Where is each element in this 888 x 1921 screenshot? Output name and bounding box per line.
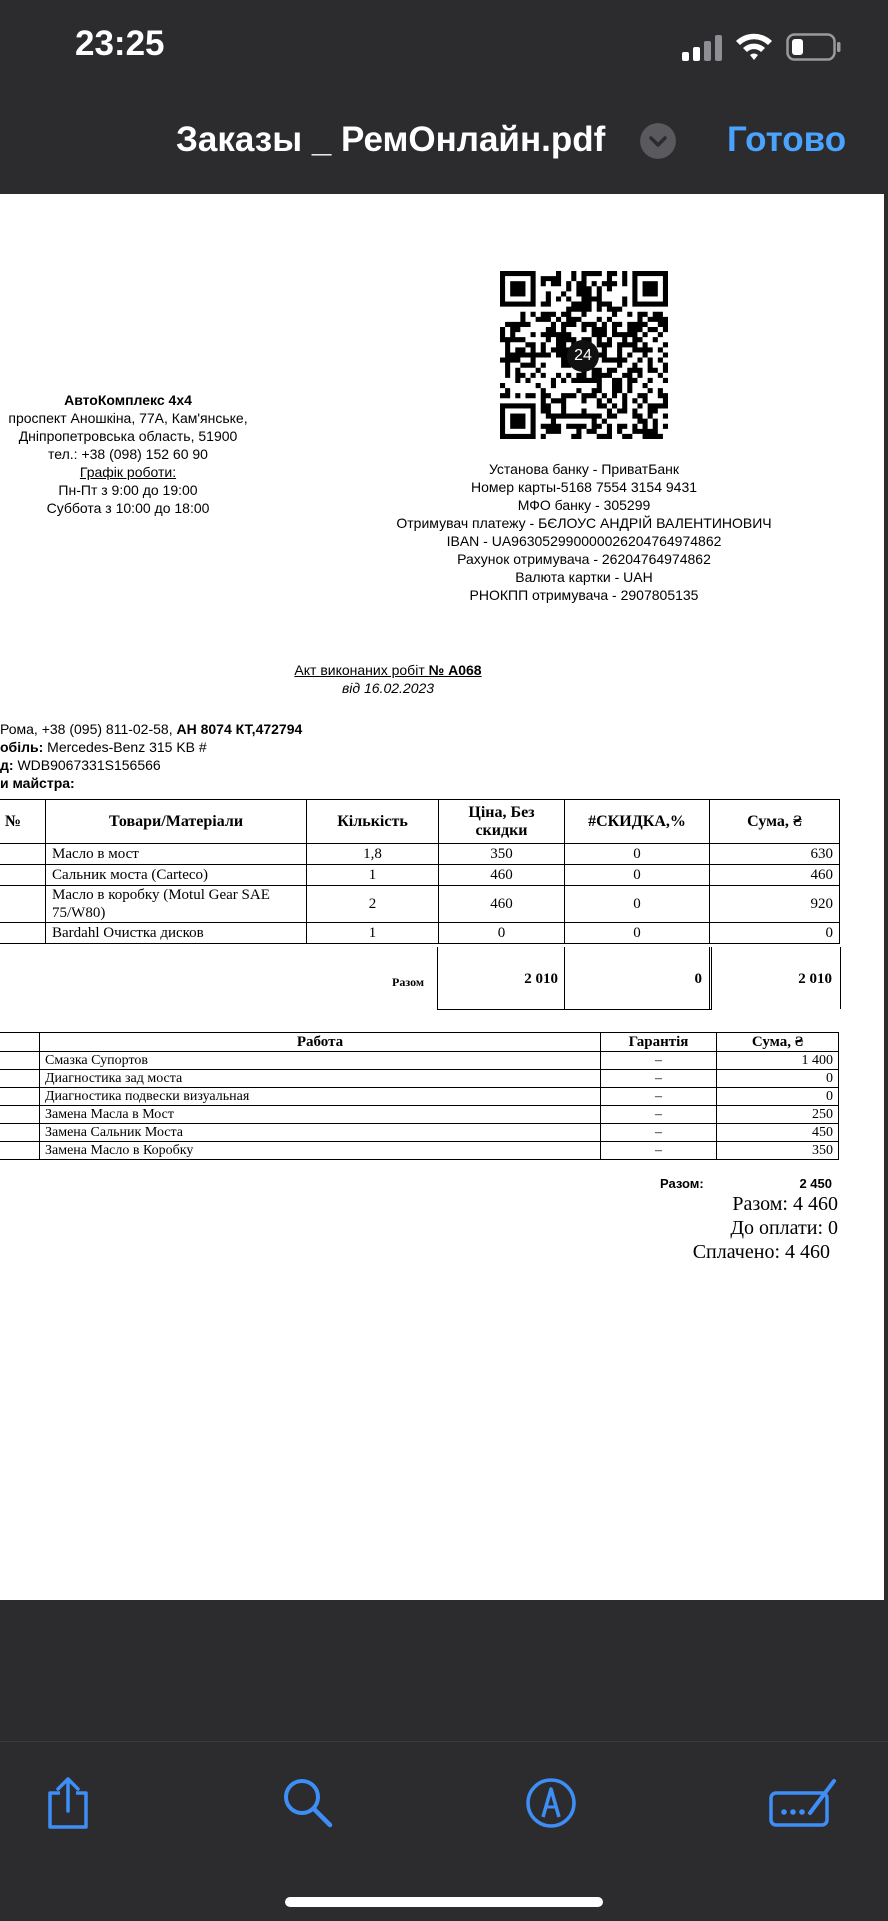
- bottom-toolbar: [0, 1741, 888, 1921]
- works-cell-sum: 1 400: [717, 1052, 839, 1070]
- vin-line: [0, 756, 161, 774]
- works-cell-num: [0, 1142, 40, 1160]
- works-cell-name: Смазка Супортов: [40, 1052, 601, 1070]
- company-name: АвтоКомплекс 4x4: [64, 392, 192, 408]
- works-cell-name: Замена Сальник Моста: [40, 1124, 601, 1142]
- status-bar: [0, 0, 888, 100]
- bank-account: Рахунок отримувача - 26204764974862: [457, 551, 711, 567]
- table-row: [0, 923, 840, 944]
- goods-total-discount: 0: [694, 971, 702, 987]
- goods-cell-price: 460: [439, 886, 565, 923]
- grand-total: Разом: 4 460: [732, 1193, 838, 1215]
- schedule-weekdays: Пн-Пт з 9:00 до 19:00: [58, 482, 198, 498]
- works-table: [0, 1032, 839, 1160]
- schedule-title: Графік роботи:: [79, 464, 177, 480]
- goods-cell-num: [0, 844, 46, 865]
- master-label: и майстра:: [0, 775, 75, 791]
- works-cell-warranty: –: [601, 1142, 717, 1160]
- goods-cell-discount: 0: [565, 923, 710, 944]
- works-cell-sum: 350: [717, 1142, 839, 1160]
- works-header-name: Работа: [40, 1033, 601, 1052]
- table-row: [0, 865, 840, 886]
- act-title: [294, 661, 481, 679]
- battery-icon: [786, 33, 842, 61]
- car-value: Mercedes-Benz 315 KB #: [43, 739, 207, 755]
- works-cell-num: [0, 1124, 40, 1142]
- bank-card-number: Номер карты-5168 7554 3154 9431: [470, 479, 698, 495]
- goods-table: [0, 799, 840, 944]
- car-label: обіль:: [0, 739, 44, 755]
- markup-icon[interactable]: [523, 1775, 579, 1831]
- table-row: [0, 886, 840, 923]
- amount-paid: Сплачено: 4 460: [692, 1241, 830, 1263]
- pdf-viewer[interactable]: [0, 190, 888, 1741]
- goods-cell-num: [0, 886, 46, 923]
- works-cell-warranty: –: [601, 1052, 717, 1070]
- wifi-icon: [734, 30, 774, 62]
- search-icon[interactable]: [280, 1775, 336, 1831]
- client-plate: АН 8074 КТ,472794: [176, 721, 303, 737]
- works-header-sum: Сума, ₴: [717, 1033, 839, 1052]
- navigation-bar: [0, 100, 888, 191]
- bank-name: Установа банку - ПриватБанк: [488, 461, 680, 477]
- act-number: № А068: [428, 662, 482, 678]
- works-cell-name: Замена Масла в Мост: [40, 1106, 601, 1124]
- works-cell-num: [0, 1088, 40, 1106]
- goods-cell-price: 350: [439, 844, 565, 865]
- works-cell-warranty: –: [601, 1124, 717, 1142]
- qr-badge: 24: [567, 340, 599, 372]
- works-header-row: [0, 1033, 839, 1052]
- bank-currency: Валюта картки - UAH: [515, 569, 653, 585]
- share-icon[interactable]: [40, 1775, 96, 1831]
- goods-cell-name: Bardahl Очистка дисков: [46, 923, 307, 944]
- company-address-line1: проспект Аношкіна, 77А, Кам'янське,: [8, 410, 248, 426]
- goods-cell-sum: 0: [710, 923, 840, 944]
- client-line: [0, 720, 302, 738]
- works-cell-sum: 0: [717, 1088, 839, 1106]
- works-total-label: Разом:: [660, 1176, 704, 1191]
- table-row: [0, 1142, 839, 1160]
- goods-cell-name: Масло в коробку (Motul Gear SAE 75/W80): [46, 886, 307, 923]
- works-cell-sum: 250: [717, 1106, 839, 1124]
- table-row: [0, 844, 840, 865]
- works-cell-warranty: –: [601, 1070, 717, 1088]
- bank-iban: IBAN - UA963052990000026204764974862: [446, 533, 722, 549]
- goods-cell-qty: 1: [307, 923, 439, 944]
- works-cell-num: [0, 1052, 40, 1070]
- status-time: 23:25: [75, 24, 165, 63]
- signature-icon[interactable]: [768, 1775, 840, 1831]
- goods-header-qty: Кількість: [307, 800, 439, 844]
- amount-due: До оплати: 0: [730, 1217, 838, 1239]
- works-cell-name: Замена Масло в Коробку: [40, 1142, 601, 1160]
- document-title[interactable]: Заказы _ РемОнлайн.pdf: [176, 120, 606, 159]
- chevron-down-icon[interactable]: [640, 123, 676, 159]
- goods-total-label: Разом: [392, 975, 425, 989]
- works-total-sum: 2 450: [799, 1176, 832, 1191]
- goods-header-num: №: [0, 800, 46, 844]
- goods-cell-price: 0: [439, 923, 565, 944]
- goods-total-sum: 2 010: [798, 971, 832, 987]
- vin-value: WDB9067331S156566: [13, 757, 161, 773]
- works-cell-warranty: –: [601, 1106, 717, 1124]
- table-row: [0, 1070, 839, 1088]
- works-cell-sum: 450: [717, 1124, 839, 1142]
- bank-tax-id: РНОКПП отримувача - 2907805135: [469, 587, 699, 603]
- bank-recipient: Отримувач платежу - БЄЛОУС АНДРІЙ ВАЛЕНТИНОВИЧ: [396, 515, 772, 531]
- goods-cell-discount: 0: [565, 865, 710, 886]
- goods-header-row: [0, 800, 840, 844]
- table-row: [0, 1052, 839, 1070]
- works-cell-name: Диагностика зад моста: [40, 1070, 601, 1088]
- client-contact: Рома, +38 (095) 811-02-58,: [0, 721, 177, 737]
- done-button[interactable]: Готово: [727, 120, 847, 159]
- goods-cell-name: Сальник моста (Carteco): [46, 865, 307, 886]
- goods-cell-discount: 0: [565, 844, 710, 865]
- works-cell-num: [0, 1070, 40, 1088]
- table-row: [0, 1106, 839, 1124]
- goods-header-discount: #СКИДКА,%: [565, 800, 710, 844]
- works-header-warranty: Гарантія: [601, 1033, 717, 1052]
- goods-cell-num: [0, 865, 46, 886]
- bank-mfo: МФО банку - 305299: [517, 497, 651, 513]
- works-cell-warranty: –: [601, 1088, 717, 1106]
- works-header-num: [0, 1033, 40, 1052]
- vin-label: д:: [0, 757, 14, 773]
- goods-header-sum: Сума, ₴: [710, 800, 840, 844]
- car-line: [0, 738, 207, 756]
- goods-cell-sum: 460: [710, 865, 840, 886]
- goods-header-price: Ціна, Без скидки: [439, 800, 565, 844]
- goods-cell-price: 460: [439, 865, 565, 886]
- goods-total-price: 2 010: [524, 971, 558, 987]
- goods-cell-discount: 0: [565, 886, 710, 923]
- goods-cell-qty: 1,8: [307, 844, 439, 865]
- pdf-page: [0, 194, 884, 1600]
- goods-cell-qty: 2: [307, 886, 439, 923]
- act-title-text: Акт виконаних робіт: [294, 662, 429, 678]
- goods-cell-name: Масло в мост: [46, 844, 307, 865]
- act-date: від 16.02.2023: [341, 680, 435, 696]
- cellular-signal-icon: [680, 34, 726, 62]
- goods-cell-sum: 630: [710, 844, 840, 865]
- goods-cell-sum: 920: [710, 886, 840, 923]
- works-cell-sum: 0: [717, 1070, 839, 1088]
- table-row: [0, 1088, 839, 1106]
- goods-cell-qty: 1: [307, 865, 439, 886]
- schedule-saturday: Суббота з 10:00 до 18:00: [46, 500, 210, 516]
- goods-header-name: Товари/Матеріали: [46, 800, 307, 844]
- company-address-line2: Дніпропетровська область, 51900: [18, 428, 238, 444]
- works-cell-name: Диагностика подвески визуальная: [40, 1088, 601, 1106]
- company-phone: тел.: +38 (098) 152 60 90: [48, 446, 208, 462]
- works-cell-num: [0, 1106, 40, 1124]
- goods-cell-num: [0, 923, 46, 944]
- table-row: [0, 1124, 839, 1142]
- home-indicator: [285, 1897, 603, 1907]
